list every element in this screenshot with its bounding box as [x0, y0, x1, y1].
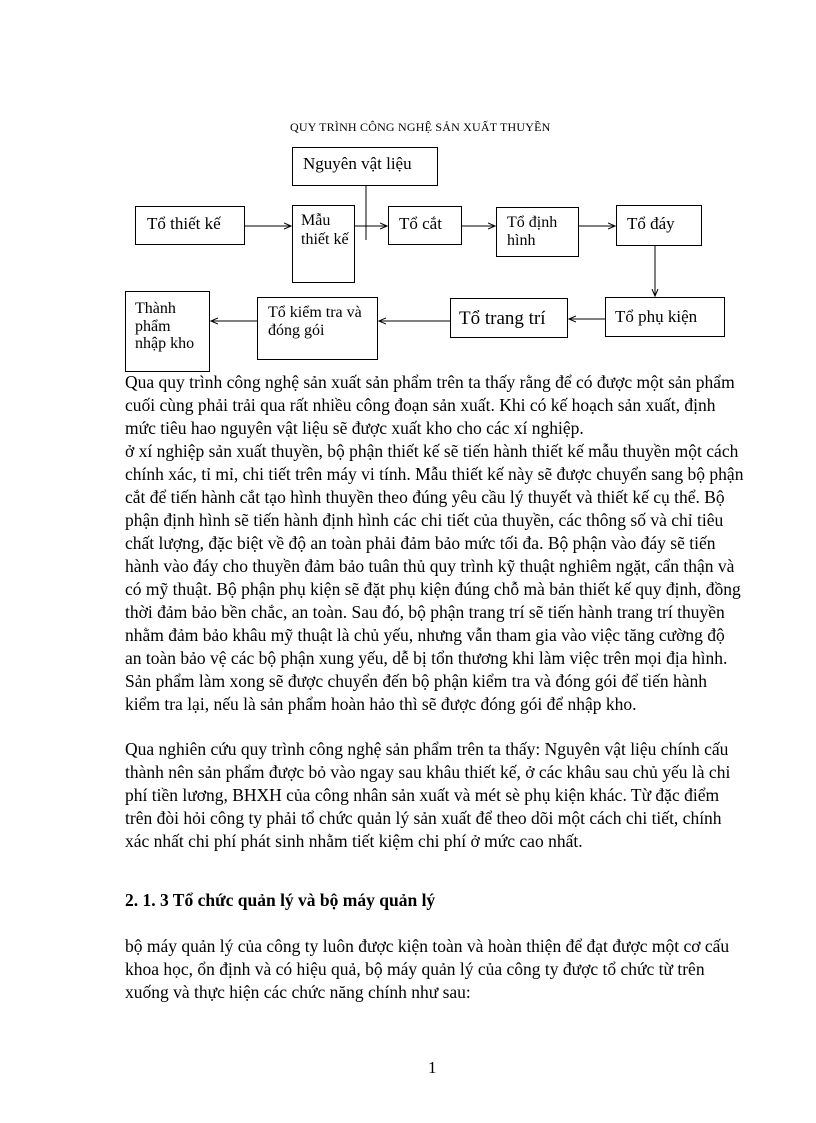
diagram-connectors	[0, 0, 816, 400]
paragraph-3: Qua nghiên cứu quy trình công nghệ sản phẩm trên ta thấy: Nguyên vật liệu chính cấu thành nên sản phẩm được bỏ vào ngay sau khâu thiết kế, ở các khâu sau chủ yếu là chi phí tiền lương, BHXH của công nhân sản xuất và mét sè phụ kiện khác. Từ đặc điểm trên đòi hỏi công ty phải tổ chức quản lý sản xuất để theo dõi một cách chi tiết, chính xác nhất chi phí phát sinh nhằm tiết kiệm chi phí ở mức cao nhất.	[125, 739, 731, 851]
node-label: Thành phẩm nhập kho	[135, 300, 195, 352]
node-label: Tổ kiểm tra và đóng gói	[268, 304, 362, 339]
paragraph-4: bộ máy quản lý của công ty luôn được kiện toàn và hoàn thiện để đạt được một cơ cấu khoa học, ổn định và có hiệu quả, bộ máy quản lý của công ty được tổ chức từ trên xuống và thực hiện các chức năng chính như sau:	[125, 936, 730, 1002]
node-label: Tổ trang trí	[459, 308, 546, 329]
node-label: Nguyên vật liệu	[303, 154, 412, 173]
node-label: Tổ định hình	[507, 214, 558, 249]
node-label: Tổ thiết kế	[147, 214, 221, 233]
paragraph-2: ở xí nghiệp sản xuất thuyền, bộ phận thiết kế sẽ tiến hành thiết kế mẫu thuyền một cách chính xác, tỉ mỉ, chi tiết trên máy vi tính. Mẫu thiết kế này sẽ được chuyển sang bộ phận cắt để tiến hành cắt tạo hình thuyền theo đúng yêu cầu lý thuyết và thiết kế cụ thể. Bộ phận định hình sẽ tiến hành định hình các chi tiết của thuyền, các thông số và chỉ tiêu chất lượng, đặc biệt về độ an toàn phải đảm bảo mức tối đa. Bộ phận vào đáy sẽ tiến hành vào đáy cho thuyền đảm bảo tuân thủ quy trình kỹ thuật nghiêm ngặt, cẩn thận và có mỹ thuật. Bộ phận phụ kiện sẽ đặt phụ kiện đúng chỗ mà bản thiết kế quy định, đồng thời đảm bảo bền chắc, an toàn. Sau đó, bộ phận trang trí sẽ tiến hành trang trí thuyền nhằm đảm bảo khâu mỹ thuật là chủ yếu, nhưng vẫn tham gia vào việc tăng cường độ an toàn bảo vệ các bộ phận xung yếu, dễ bị tổn thương khi làm việc trên mọi địa hình. Sản phẩm làm xong sẽ được chuyển đến bộ phận kiểm tra và đóng gói để tiến hành kiểm tra lại, nếu là sản phẩm hoàn hảo thì sẽ được đóng gói để nhập kho.	[125, 441, 744, 714]
node-label: Tổ đáy	[627, 214, 675, 233]
diagram-title: QUY TRÌNH CÔNG NGHỆ SẢN XUẤT THUYỀN	[290, 120, 551, 134]
section-heading: 2. 1. 3 Tổ chức quản lý và bộ máy quản lý	[125, 890, 436, 910]
node-label: Tổ cắt	[399, 214, 442, 233]
paragraph-1: Qua quy trình công nghệ sản xuất sản phẩm trên ta thấy rằng để có được một sản phẩm cuối cùng phải trải qua rất nhiều công đoạn sản xuất. Khi có kế hoạch sản xuất, định mức tiêu hao nguyên vật liệu sẽ được xuất kho cho các xí nghiệp.	[125, 372, 735, 438]
node-label: Tổ phụ kiện	[615, 307, 698, 326]
node-label: Mẫu thiết kế	[301, 212, 349, 248]
page-number: 1	[428, 1058, 437, 1077]
